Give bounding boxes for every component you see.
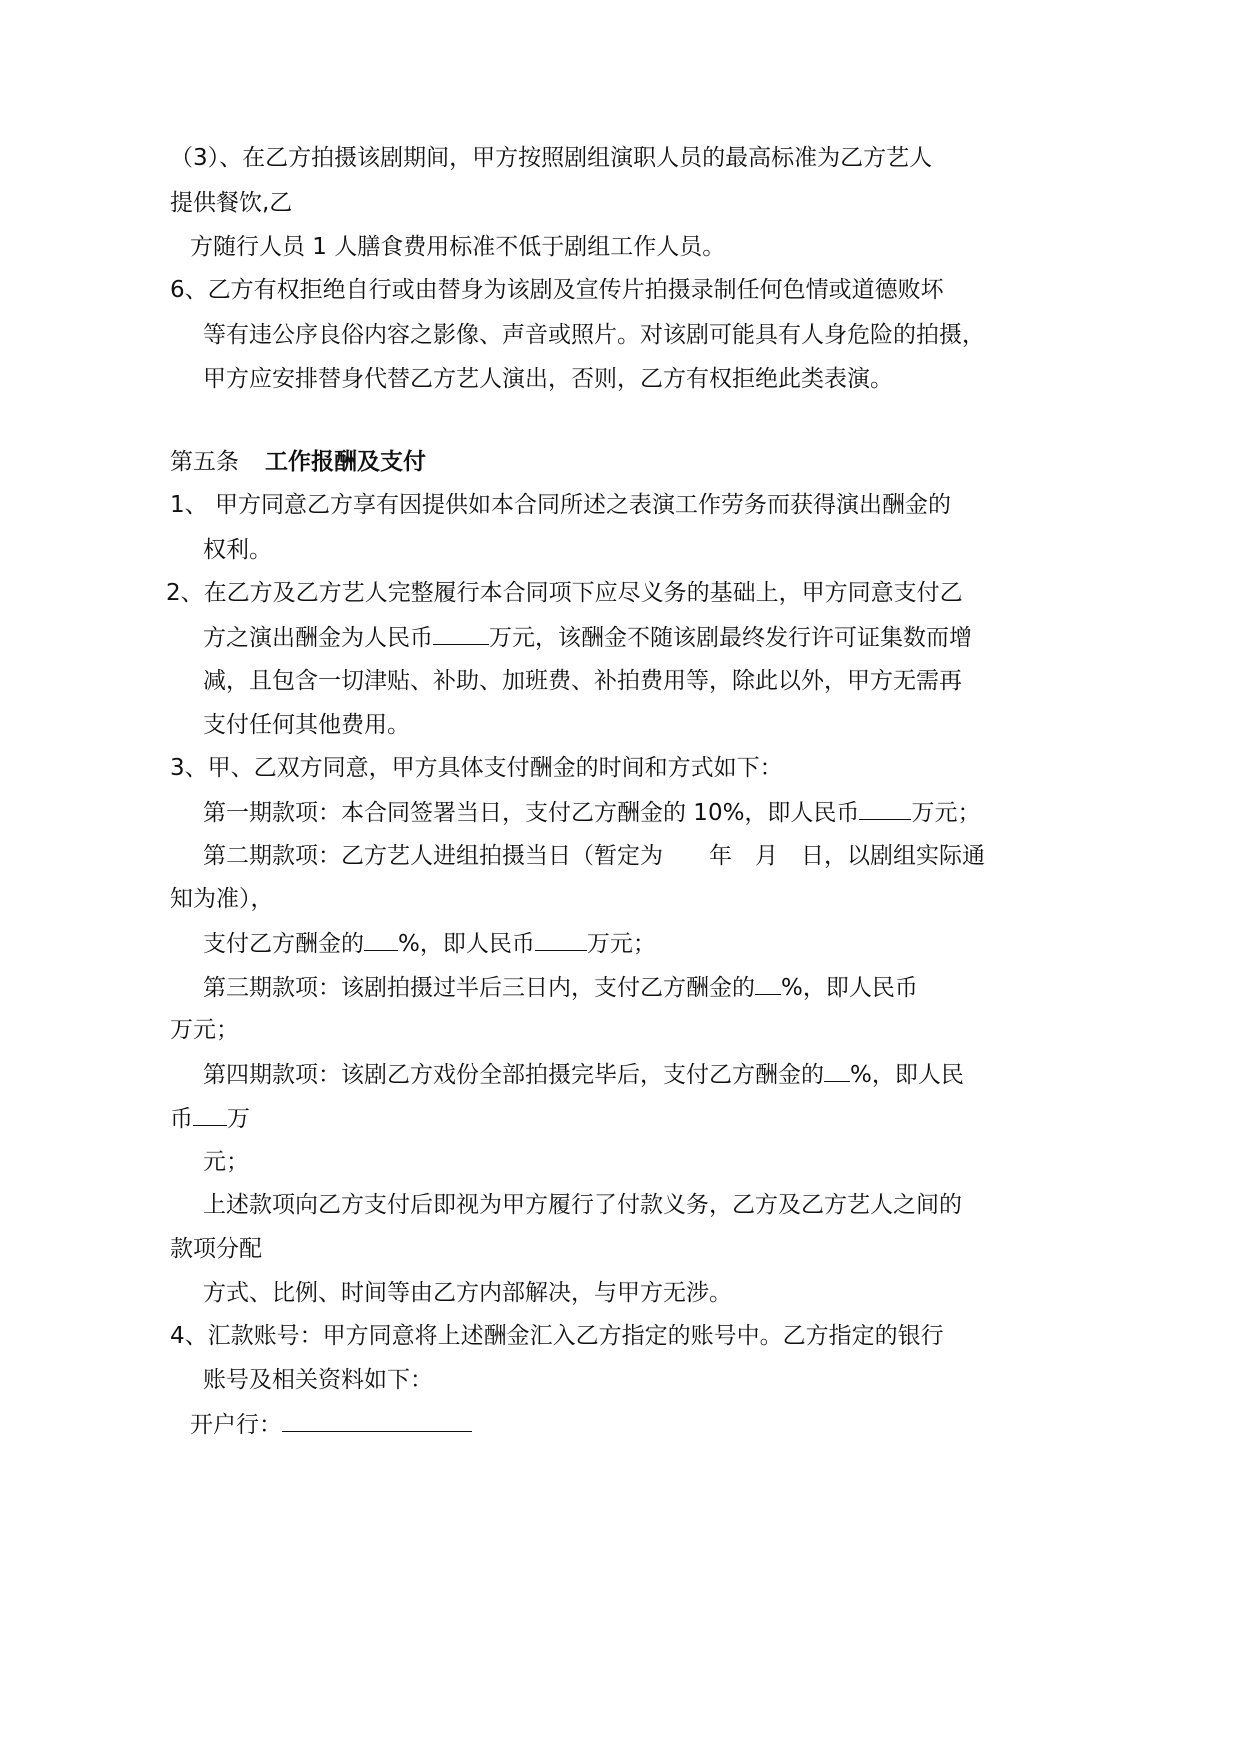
payment-4-text: 第四期款项：该剧乙方戏份全部拍摄完毕后，支付乙方酬金的 — [203, 1062, 824, 1088]
payment-4-line3: 元； — [203, 1149, 249, 1175]
payment-4-line1 — [203, 1059, 964, 1090]
payment-1-unit: 万元； — [911, 800, 981, 826]
fee-amount-blank — [433, 622, 489, 645]
payment-note-line3: 方式、比例、时间等由乙方内部解决，与甲方无涉。 — [203, 1280, 732, 1306]
payment-4-line2 — [170, 1103, 250, 1134]
article-5-item-3-line1: 3、甲、乙双方同意，甲方具体支付酬金的时间和方式如下： — [170, 755, 783, 781]
article-5-title: 工作报酬及支付 — [265, 449, 426, 475]
payment-3-percent-blank — [755, 972, 781, 995]
payment-2-line1: 第二期款项：乙方艺人进组拍摄当日（暂定为 年 月 日，以剧组实际通 — [203, 843, 985, 869]
bank-label: 开户行： — [190, 1412, 282, 1438]
payment-1-amount-blank — [859, 797, 911, 820]
payment-4-currency: 币 — [170, 1106, 193, 1132]
payment-3-percent-text: %，即人民币 — [781, 975, 918, 1001]
payment-2-text: 支付乙方酬金的 — [203, 931, 364, 957]
payment-3-line1 — [203, 972, 918, 1003]
bank-name-blank — [282, 1409, 472, 1432]
article-5-item-2-line2 — [203, 622, 972, 653]
clause-3-meals-line3: 方随行人员 1 人膳食费用标准不低于剧组工作人员。 — [190, 234, 726, 260]
bank-line — [190, 1409, 472, 1440]
clause-3-meals-line2: 提供餐饮,乙 — [170, 190, 293, 216]
payment-note-line2: 款项分配 — [170, 1236, 262, 1262]
payment-2-percent-text: %，即人民币 — [398, 931, 535, 957]
article-5-item-4-line1: 4、汇款账号：甲方同意将上述酬金汇入乙方指定的账号中。乙方指定的银行 — [170, 1323, 944, 1349]
payment-1-text: 第一期款项：本合同签署当日，支付乙方酬金的 10%，即人民币 — [203, 800, 860, 826]
payment-note-line1: 上述款项向乙方支付后即视为甲方履行了付款义务，乙方及乙方艺人之间的 — [203, 1192, 962, 1218]
payment-2-amount-blank — [535, 928, 587, 951]
article-5-item-2-line1: 2、在乙方及乙方艺人完整履行本合同项下应尽义务的基础上，甲方同意支付乙 — [166, 580, 963, 606]
article-5-heading — [170, 447, 426, 477]
payment-2-line2: 知为准）， — [170, 886, 274, 912]
article-5-item-2-line4: 支付任何其他费用。 — [203, 712, 410, 738]
article-5-item-4-line2: 账号及相关资料如下： — [203, 1367, 433, 1393]
article-5-item-2-line3: 减，且包含一切津贴、补助、加班费、补拍费用等，除此以外，甲方无需再 — [203, 668, 962, 694]
item-6-line1: 6、乙方有权拒绝自行或由替身为该剧及宣传片拍摄录制任何色情或道德败坏 — [170, 277, 944, 303]
article-5-item-1-line2: 权利。 — [203, 537, 272, 563]
fee-label: 方之演出酬金为人民币 — [203, 625, 433, 651]
payment-3-text: 第三期款项：该剧拍摄过半后三日内，支付乙方酬金的 — [203, 975, 755, 1001]
payment-1-line — [203, 797, 980, 828]
fee-text: 万元，该酬金不随该剧最终发行许可证集数而增 — [489, 625, 972, 651]
payment-3-line2: 万元； — [170, 1017, 239, 1043]
payment-2-percent-blank — [364, 928, 398, 951]
clause-3-meals-line1: （3）、在乙方拍摄该剧期间，甲方按照剧组演职人员的最高标准为乙方艺人 — [170, 145, 933, 171]
payment-2-unit: 万元； — [586, 931, 656, 957]
article-5-item-1-line1: 1、 甲方同意乙方享有因提供如本合同所述之表演工作劳务而获得演出酬金的 — [170, 492, 951, 518]
payment-4-percent-text: %，即人民 — [850, 1062, 964, 1088]
item-6-line2: 等有违公序良俗内容之影像、声音或照片。对该剧可能具有人身危险的拍摄， — [203, 322, 985, 348]
article-5-number: 第五条 — [170, 449, 239, 475]
item-6-line3: 甲方应安排替身代替乙方艺人演出，否则，乙方有权拒绝此类表演。 — [203, 366, 893, 392]
payment-4-unit: 万 — [227, 1106, 250, 1132]
payment-2-line3 — [203, 928, 656, 959]
payment-4-percent-blank — [824, 1059, 850, 1082]
payment-4-amount-blank — [193, 1103, 227, 1126]
